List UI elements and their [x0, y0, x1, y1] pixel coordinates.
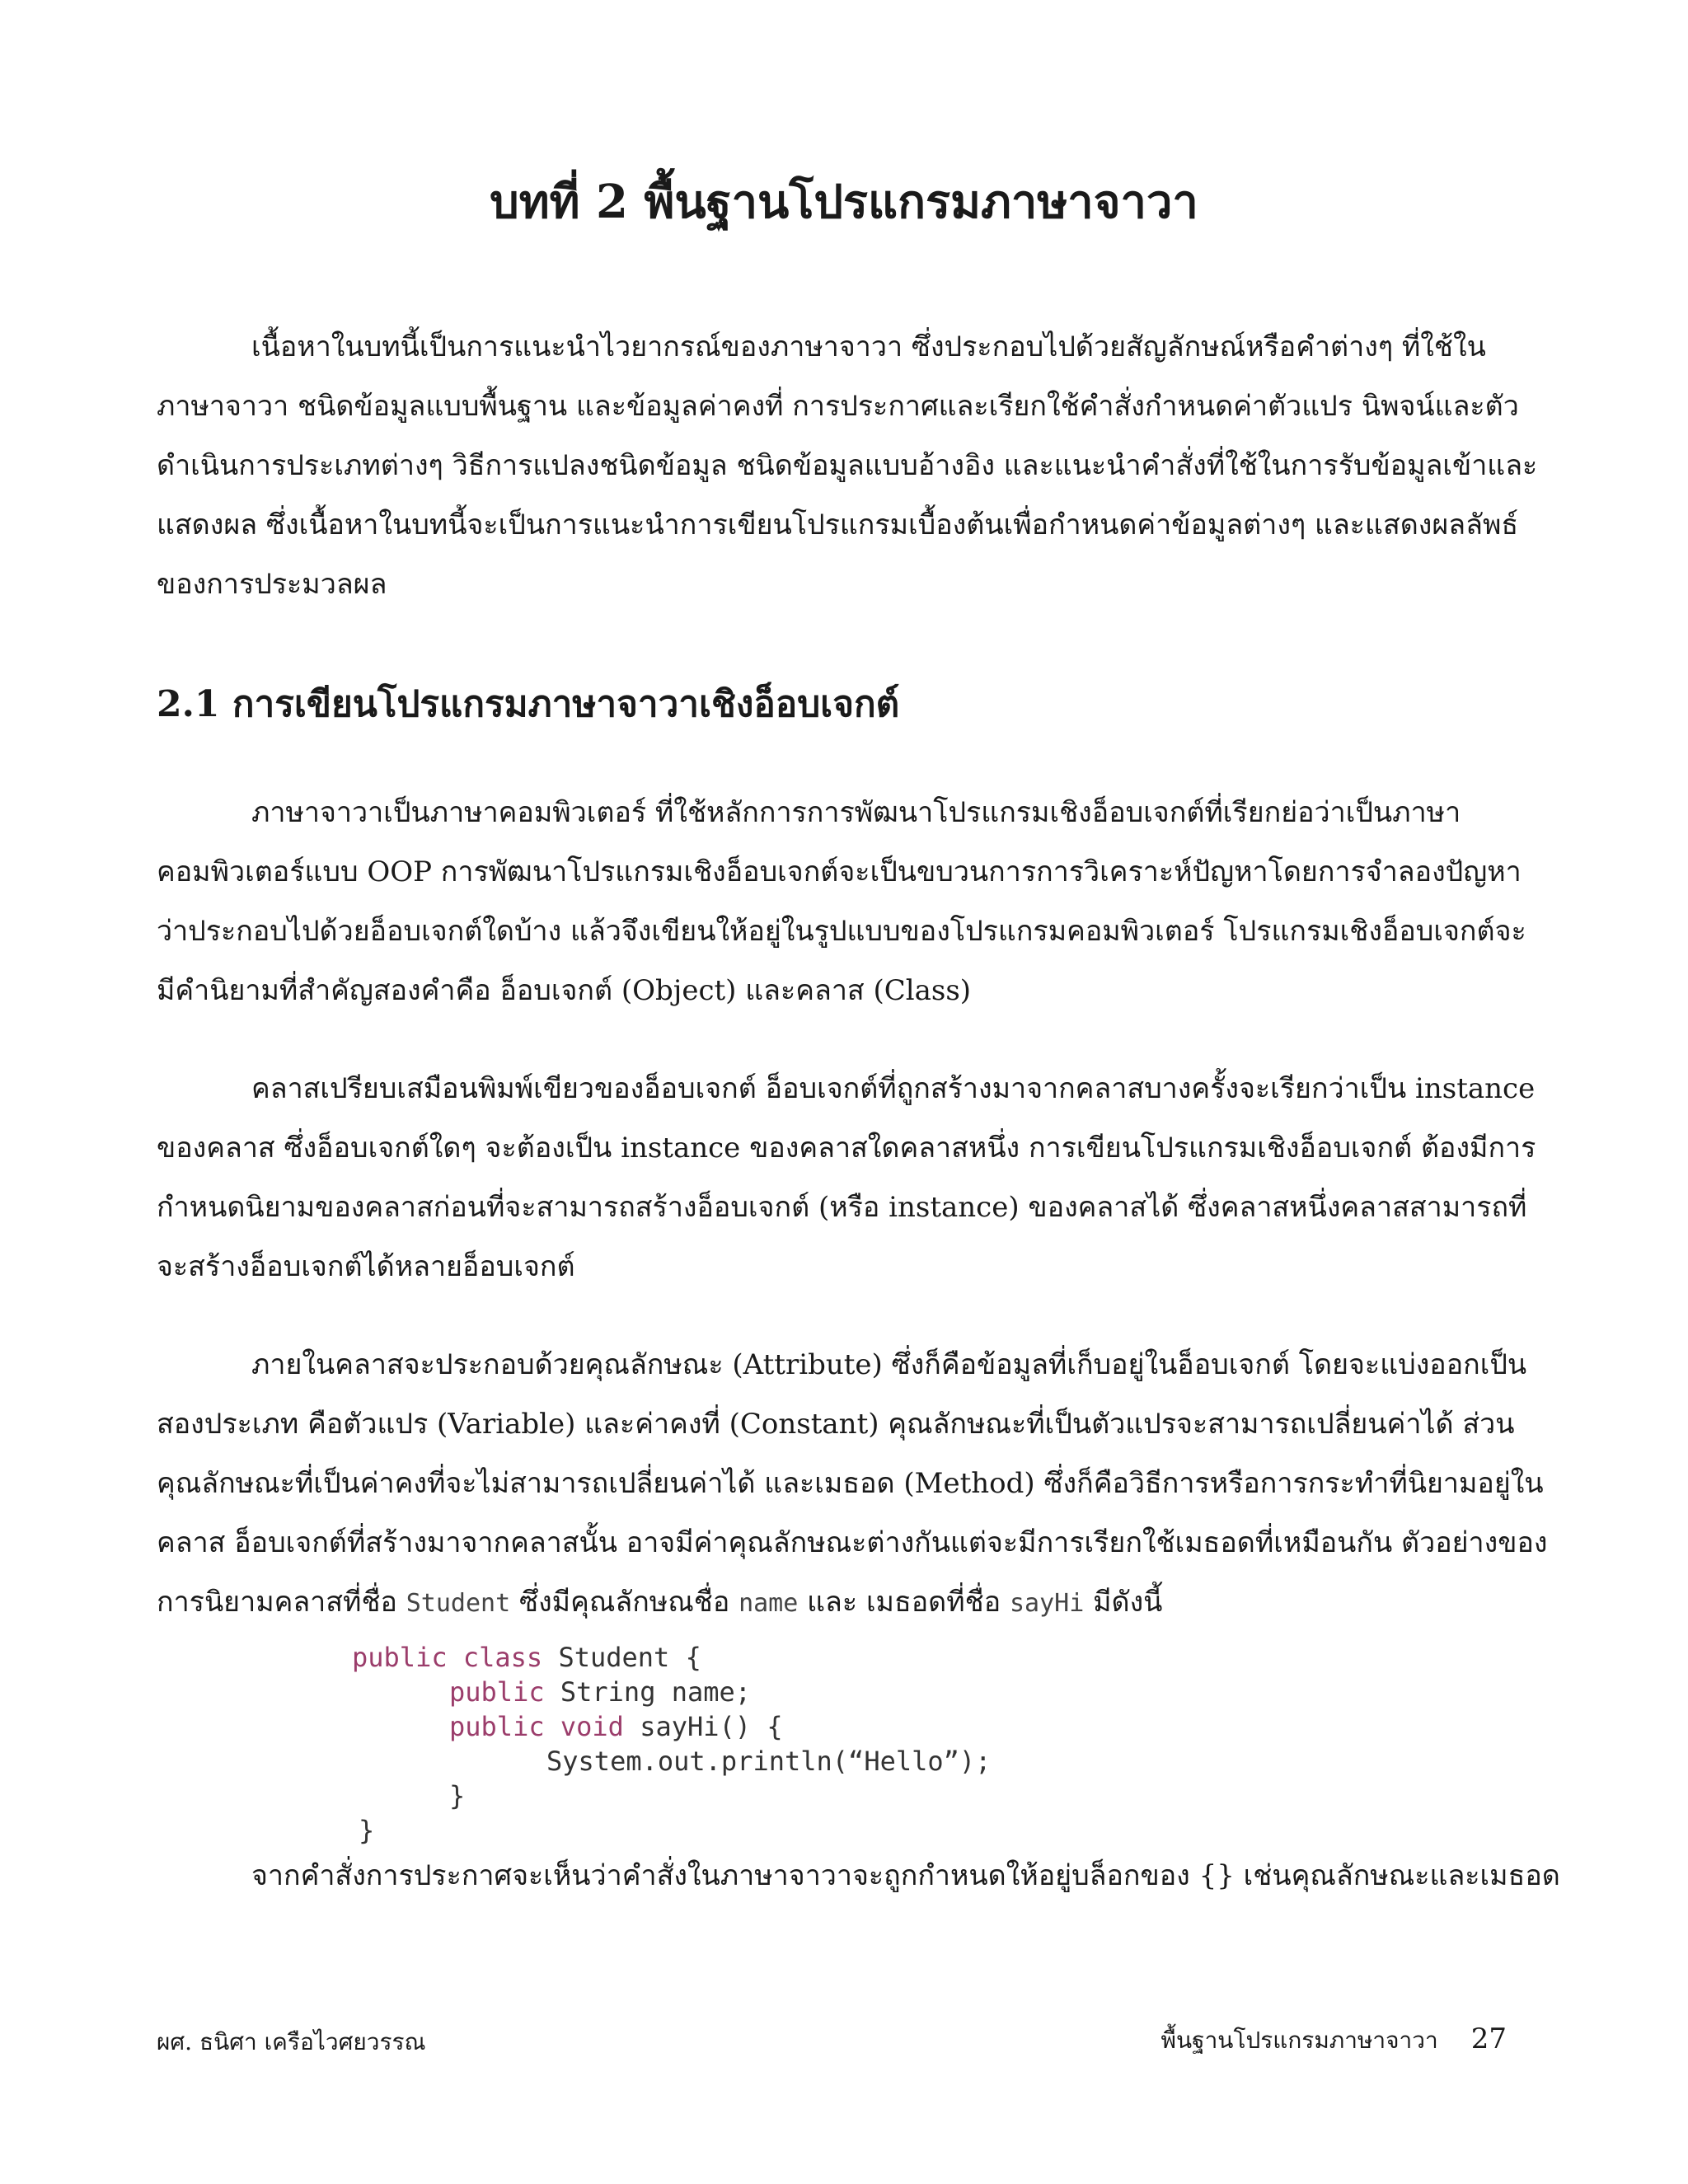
intro-line: ของการประมวลผล: [157, 568, 387, 601]
code-line: [352, 1709, 991, 1744]
code-text: sayHi() {: [623, 1711, 783, 1742]
inline-code-attribute-name: name: [738, 1589, 799, 1618]
section-heading: 2.1 การเขียนโปรแกรมภาษาจาวาเชิงอ็อบเจกต์: [157, 683, 900, 725]
intro-line: เนื้อหาในบทนี้เป็นการแนะนำไวยากรณ์ของภาษาจาวา ซึ่งประกอบไปด้วยสัญลักษณ์หรือคำต่างๆ ที่ใช้ใน: [251, 330, 1486, 363]
class-paragraph: [157, 1059, 1536, 1296]
class-line: กำหนดนิยามของคลาสก่อนที่จะสามารถสร้างอ็อบเจกต์ (หรือ instance) ของคลาสได้ ซึ่งคลาสหนึ่งคลาสสามารถที่: [157, 1191, 1527, 1224]
oop-line: ภาษาจาวาเป็นภาษาคอมพิวเตอร์ ที่ใช้หลักการการพัฒนาโปรแกรมเชิงอ็อบเจกต์ที่เรียกย่อว่าเป็นภาษา: [251, 796, 1461, 829]
class-line: คลาสเปรียบเสมือนพิมพ์เขียวของอ็อบเจกต์ อ็อบเจกต์ที่ถูกสร้างมาจากคลาสบางครั้งจะเรียกว่าเป็น instance: [251, 1072, 1536, 1105]
inline-text: การนิยามคลาสที่ชื่อ: [157, 1586, 406, 1619]
footer-right: [1161, 2021, 1507, 2059]
attribute-line: คุณลักษณะที่เป็นค่าคงที่จะไม่สามารถเปลี่ยนค่าได้ และเมธอด (Method) ซึ่งก็คือวิธีการหรือการกระทำที่นิยามอยู่ใน: [157, 1467, 1544, 1500]
inline-text: และ เมธอดที่ชื่อ: [798, 1586, 1010, 1619]
inline-code-class-name: Student: [406, 1589, 511, 1618]
class-line: ของคลาส ซึ่งอ็อบเจกต์ใดๆ จะต้องเป็น instance ของคลาสใดคลาสหนึ่ง การเขียนโปรแกรมเชิงอ็อบเจกต์ ต้องมีการ: [157, 1132, 1536, 1165]
code-example: [352, 1640, 991, 1848]
oop-paragraph: [157, 783, 1525, 1020]
oop-line: ว่าประกอบไปด้วยอ็อบเจกต์ใดบ้าง แล้วจึงเขียนให้อยู่ในรูปแบบของโปรแกรมคอมพิวเตอร์ โปรแกรมเชิงอ็อบเจกต์จะ: [157, 915, 1526, 948]
after-code-paragraph: [157, 1846, 1560, 1905]
attribute-paragraph: [157, 1335, 1548, 1633]
oop-line: คอมพิวเตอร์แบบ OOP การพัฒนาโปรแกรมเชิงอ็อบเจกต์จะเป็นขบวนการการวิเคราะห์ปัญหาโดยการจำลองปัญหา: [157, 855, 1522, 888]
intro-line: ภาษาจาวา ชนิดข้อมูลแบบพื้นฐาน และข้อมูลค่าคงที่ การประกาศและเรียกใช้คำสั่งกำหนดค่าตัวแปร นิพจน์และตัว: [157, 390, 1519, 423]
attribute-line: คลาส อ็อบเจกต์ที่สร้างมาจากคลาสนั้น อาจมีค่าคุณลักษณะต่างกันแต่จะมีการเรียกใช้เมธอดที่เหมือนกัน ตัวอย่างของ: [157, 1526, 1548, 1559]
inline-text: ซึ่งมีคุณลักษณชื่อ: [510, 1586, 739, 1619]
code-keyword: public class: [352, 1642, 543, 1673]
code-keyword: public void: [449, 1711, 624, 1742]
page-number: 27: [1470, 2022, 1507, 2055]
code-line: }: [449, 1780, 466, 1811]
code-text: String name;: [544, 1676, 752, 1708]
attribute-line-last: [157, 1572, 1525, 1633]
footer-book-title: พื้นฐานโปรแกรมภาษาจาวา: [1160, 2027, 1438, 2054]
oop-line: มีคำนิยามที่สำคัญสองคำคือ อ็อบเจกต์ (Object) และคลาส (Class): [157, 974, 972, 1007]
inline-text: มีดังนี้: [1084, 1586, 1163, 1619]
chapter-title: บทที่ 2 พื้นฐานโปรแกรมภาษาจาวา: [490, 175, 1198, 229]
intro-line: ดำเนินการประเภทต่างๆ วิธีการแปลงชนิดข้อมูล ชนิดข้อมูลแบบอ้างอิง และแนะนำคำสั่งที่ใช้ในการรับข้อมูลเข้าและ: [157, 449, 1538, 482]
code-line: [352, 1675, 991, 1709]
after-code-line: จากคำสั่งการประกาศจะเห็นว่าคำสั่งในภาษาจาวาจะถูกกำหนดให้อยู่บล็อกของ {} เช่นคุณลักษณะและเมธอด: [251, 1859, 1560, 1892]
footer-author: ผศ. ธนิศา เครือไวศยวรรณ: [157, 2028, 426, 2055]
code-line: [352, 1640, 991, 1675]
class-line: จะสร้างอ็อบเจกต์ได้หลายอ็อบเจกต์: [157, 1250, 575, 1283]
code-keyword: public: [449, 1676, 545, 1708]
attribute-line: ภายในคลาสจะประกอบด้วยคุณลักษณะ (Attribute) ซึ่งก็คือข้อมูลที่เก็บอยู่ในอ็อบเจกต์ โดยจะแบ่งออกเป็น: [251, 1348, 1527, 1381]
code-line: }: [359, 1815, 375, 1846]
code-text: Student {: [542, 1642, 701, 1673]
attribute-line: สองประเภท คือตัวแปร (Variable) และค่าคงที่ (Constant) คุณลักษณะที่เป็นตัวแปรจะสามารถเปลี่ยนค่าได้ ส่วน: [157, 1408, 1515, 1441]
intro-line: แสดงผล ซึ่งเนื้อหาในบทนี้จะเป็นการแนะนำการเขียนโปรแกรมเบื้องต้นเพื่อกำหนดค่าข้อมูลต่างๆ และแสดงผลลัพธ์: [157, 509, 1519, 541]
intro-paragraph: [157, 317, 1538, 614]
code-line: System.out.println(“Hello”);: [546, 1746, 992, 1777]
inline-code-method-name: sayHi: [1009, 1589, 1085, 1618]
